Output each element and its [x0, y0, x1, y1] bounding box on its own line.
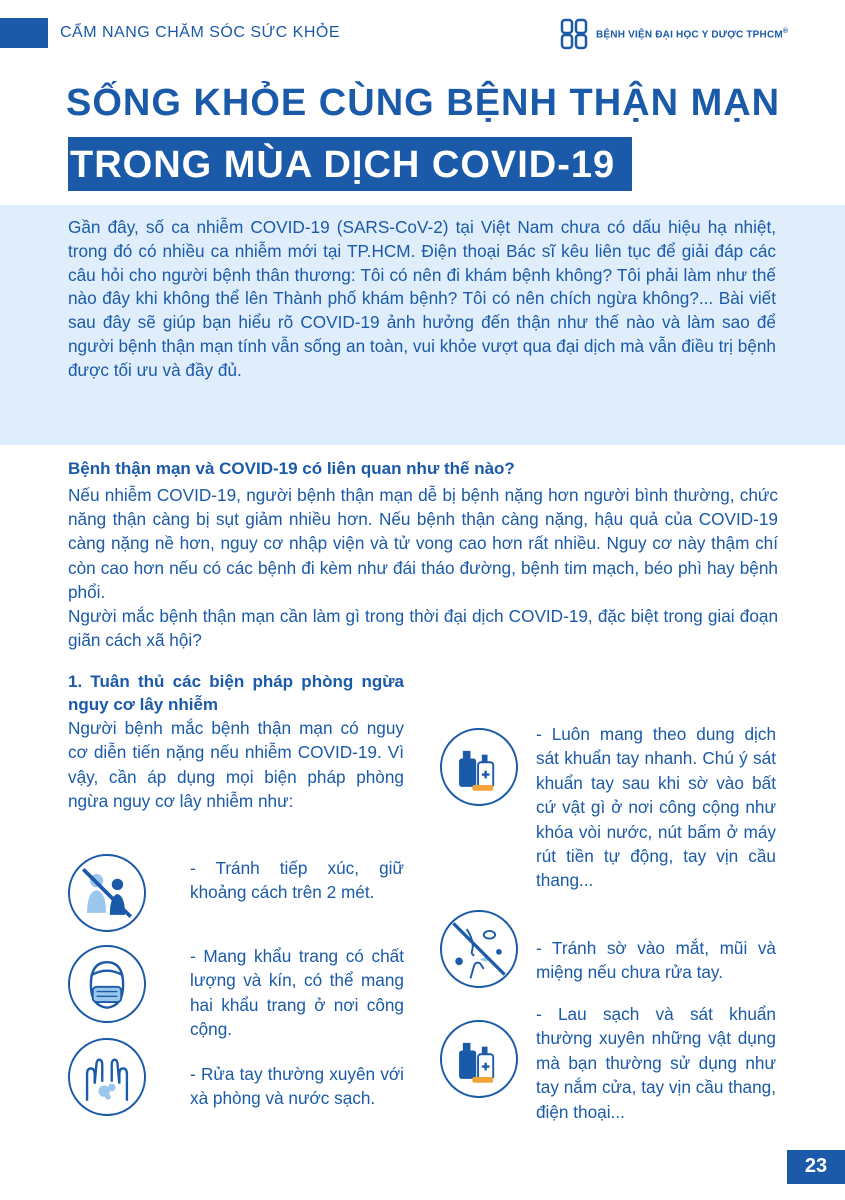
- sanitizer-icon: [440, 728, 518, 806]
- section-body: [68, 483, 778, 652]
- tip-handwash: - Rửa tay thường xuyên với xà phòng và nước sạch.: [190, 1064, 404, 1109]
- section-paragraph-2: Người mắc bệnh thận mạn cần làm gì trong thời đại dịch COVID-19, đặc biệt trong giai đoạn giãn cách xã hội?: [68, 606, 778, 651]
- tip-disinfect: - Lau sạch và sát khuẩn thường xuyên những vật dụng mà bạn thường sử dụng như tay nắm cửa, tay vịn cầu thang, điện thoại...: [536, 1004, 776, 1122]
- disinfect-icon: [440, 1020, 518, 1098]
- intro-paragraph: Gần đây, số ca nhiễm COVID-19 (SARS-CoV-2) tại Việt Nam chưa có dấu hiệu hạ nhiệt, trong đó có nhiều ca nhiễm mới tại TP.HCM. Điện thoại Bác sĩ kêu liên tục để giải đáp các câu hỏi cho người bệnh thân thương: Tôi có nên đi khám bệnh không? Tôi phải làm như thế nào đây khi không thể lên Thành phố khám bệnh? Tôi có nên chích ngừa không?... Bài viết sau đây sẽ giúp bạn hiểu rõ COVID-19 ảnh hưởng đến thận như thế nào và làm sao để người bệnh thận mạn tính vẫn sống an toàn, vui khỏe vượt qua đại dịch mà vẫn điều trị bệnh được tối ưu và đầy đủ.: [68, 217, 776, 380]
- hospital-logo: [560, 18, 788, 50]
- section-paragraph-1: Nếu nhiễm COVID-19, người bệnh thận mạn dễ bị bệnh nặng hơn người bình thường, chức năng thận càng bị sụt giảm nhiều hơn. Nếu bệnh thận càng nặng, hậu quả của COVID-19 càng nặng nề hơn, nguy cơ nhập viện và tử vong cao hơn rất nhiều. Nguy cơ này thậm chí còn cao hơn nếu có các bệnh đi kèm như đái tháo đường, bệnh tim mạch, béo phì hay bệnh phổi.: [68, 485, 778, 602]
- page-number: 23: [804, 1155, 828, 1177]
- subsection-heading: 1. Tuân thủ các biện pháp phòng ngừa nguy cơ lây nhiễm: [68, 672, 404, 714]
- no-touch-face-icon: [440, 910, 518, 988]
- title-line-2: TRONG MÙA DỊCH COVID-19: [70, 144, 616, 186]
- mask-icon: [68, 945, 146, 1023]
- running-title: CẨM NANG CHĂM SÓC SỨC KHỎE: [60, 24, 341, 41]
- subsection-intro: Người bệnh mắc bệnh thận mạn có nguy cơ diễn tiến nặng nếu nhiễm COVID-19. Vì vậy, cần áp dụng mọi biện pháp phòng ngừa nguy cơ lây nhiễm như:: [68, 718, 404, 812]
- section-heading: Bệnh thận mạn và COVID-19 có liên quan như thế nào?: [68, 459, 515, 478]
- tip-sanitizer: - Luôn mang theo dung dịch sát khuẩn tay nhanh. Chú ý sát khuẩn tay sau khi sờ vào bất cứ vật gì ở nơi công cộng như khóa vòi nước, nút bấm ở máy rút tiền tự động, tay vịn cầu thang...: [536, 724, 776, 891]
- tip-mask: - Mang khẩu trang có chất lượng và kín, có thể mang hai khẩu trang ở nơi công cộng.: [190, 946, 404, 1040]
- registered-mark: ®: [782, 27, 789, 35]
- header-accent-bar: [0, 18, 48, 48]
- hospital-logo-icon: [560, 18, 590, 50]
- hospital-name: BỆNH VIỆN ĐẠI HỌC Y DƯỢC TPHCM: [596, 29, 783, 41]
- distance-icon: [68, 854, 146, 932]
- tip-no-touch: - Tránh sờ vào mắt, mũi và miệng nếu chưa rửa tay.: [536, 938, 776, 983]
- handwash-icon: [68, 1038, 146, 1116]
- title-line-1: SỐNG KHỎE CÙNG BỆNH THẬN MẠN: [66, 82, 781, 124]
- tip-distance: - Tránh tiếp xúc, giữ khoảng cách trên 2 mét.: [190, 858, 404, 903]
